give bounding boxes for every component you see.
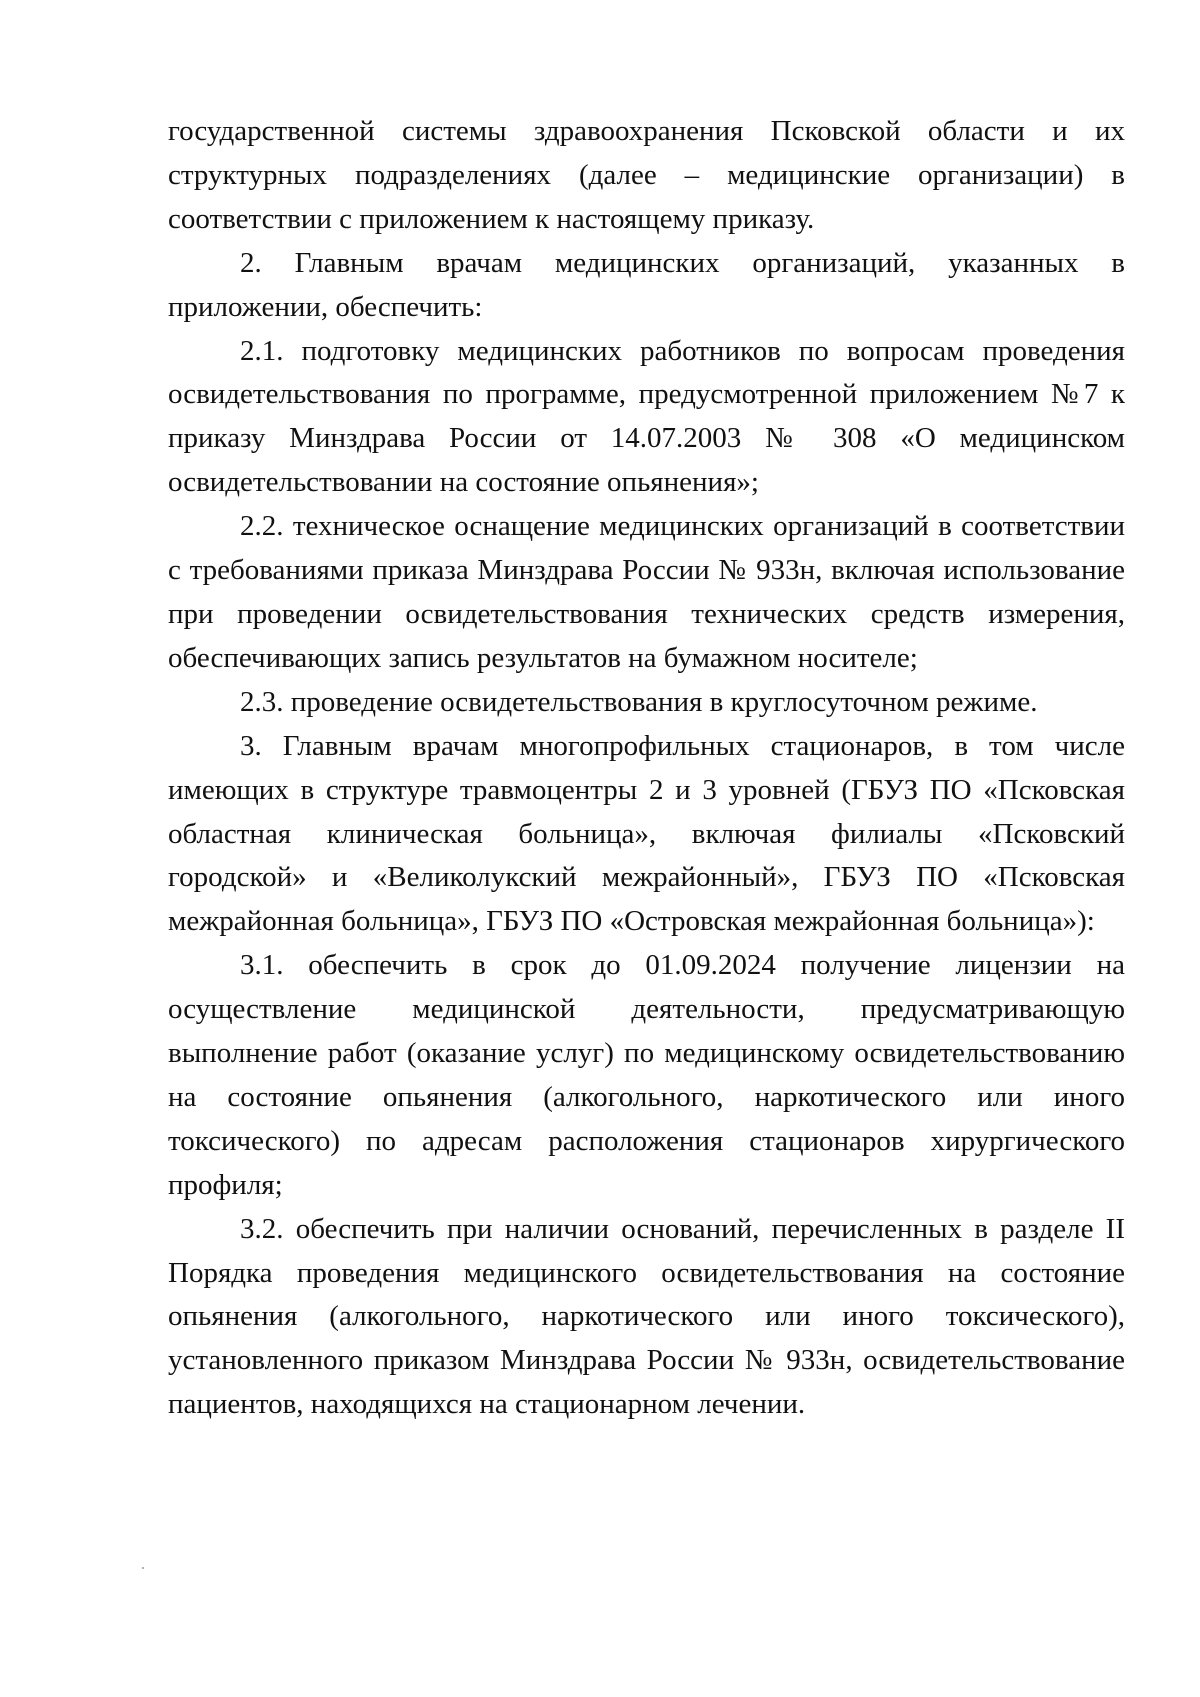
paragraph-item-2-1: 2.1. подготовку медицинских работников по вопросам проведения освидетельствования по программе, предусмотренной приложением №7 к приказу Минздрава России от 14.07.2003 № 308 «О медицинском освидетельствовании на состояние опьянения»; — [168, 334, 1125, 499]
paragraph-item-2-3: 2.3. проведение освидетельствования в круглосуточном режиме. — [240, 685, 1038, 718]
paragraph-item-3-2: 3.2. обеспечить при наличии оснований, перечисленных в разделе II Порядка проведения медицинского освидетельствования на состояние опьянения (алкогольного, наркотического или иного токсического), установленного приказом Минздрава России № 933н, освидетельствование пациентов, находящихся на стационарном лечении. — [168, 1212, 1125, 1421]
paragraph-intro-continuation: государственной системы здравоохранения Псковской области и их структурных подразделениях (далее – медицинские организации) в соответствии с приложением к настоящему приказу. — [168, 115, 1125, 235]
document-body — [168, 110, 1125, 1427]
paragraph-item-2-2: 2.2. техническое оснащение медицинских организаций в соответствии с требованиями приказа Минздрава России № 933н, включая использование при проведении освидетельствования технических средств измерения, обеспечивающих запись результатов на бумажном носителе; — [168, 510, 1125, 674]
paragraph-item-2: 2. Главным врачам медицинских организаций, указанных в приложении, обеспечить: — [168, 246, 1125, 323]
paragraph-item-3: 3. Главным врачам многопрофильных стационаров, в том числе имеющих в структуре травмоцентры 2 и 3 уровней (ГБУЗ ПО «Псковская областная клиническая больница», включая филиалы «Псковский городской» и «Великолукский межрайонный», ГБУЗ ПО «Псковская межрайонная больница», ГБУЗ ПО «Островская межрайонная больница»): — [168, 729, 1125, 938]
scan-speck — [142, 1567, 144, 1569]
paragraph-item-3-1: 3.1. обеспечить в срок до 01.09.2024 получение лицензии на осуществление медицинской деятельности, предусматривающую выполнение работ (оказание услуг) по медицинскому освидетельствованию на состояние опьянения (алкогольного, наркотического или иного токсического) по адресам расположения стационаров хирургического профиля; — [168, 949, 1125, 1201]
